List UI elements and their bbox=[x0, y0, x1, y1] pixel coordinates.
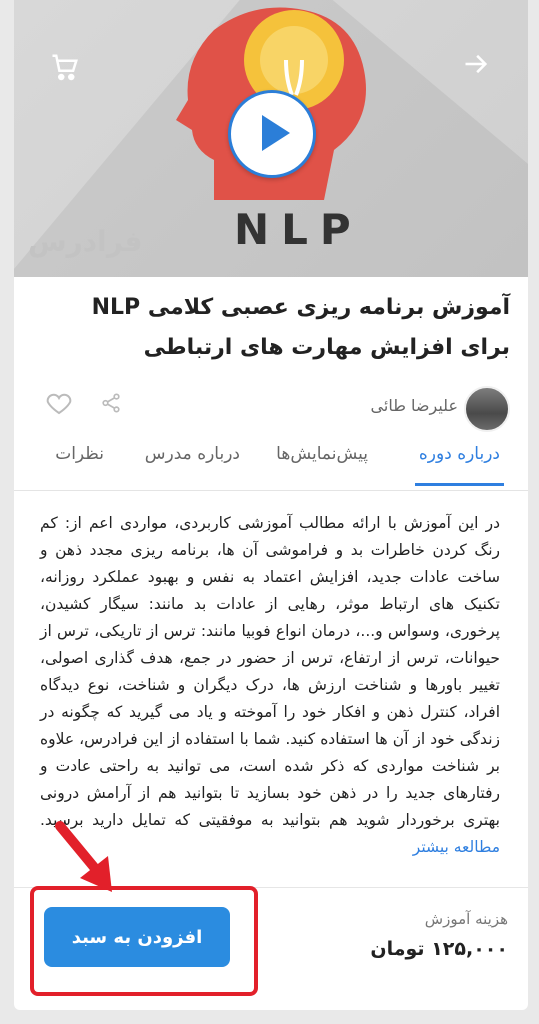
arrow-right-icon[interactable] bbox=[462, 50, 490, 86]
play-button[interactable] bbox=[228, 90, 316, 178]
course-title: آموزش برنامه ریزی عصبی کلامی NLP برای افزایش مهارت های ارتباطی bbox=[91, 295, 510, 360]
heart-icon[interactable] bbox=[44, 388, 74, 425]
add-to-cart-button[interactable]: افزودن به سبد bbox=[44, 907, 230, 967]
course-logo-text: NLP bbox=[234, 205, 363, 254]
tab-previews[interactable]: پیش‌نمایش‌ها bbox=[276, 444, 368, 464]
tab-about-course[interactable]: درباره دوره bbox=[418, 444, 500, 464]
price-label: هزینه آموزش bbox=[424, 910, 508, 928]
read-more-link[interactable]: مطالعه بیشتر bbox=[412, 838, 500, 856]
watermark: فرادرس bbox=[28, 225, 143, 258]
author-row bbox=[14, 386, 528, 428]
author-avatar[interactable] bbox=[464, 386, 510, 432]
tab-comments[interactable]: نظرات bbox=[55, 444, 104, 464]
description-text: در این آموزش با ارائه مطالب آموزشی کاربردی، مواردی اعم از: کم رنگ کردن خاطرات بد و فراموشی آن ها، برنامه ریزی مجدد ذهن و ساخت عادات جدید، افزایش اعتماد به نفس و بهبود عملکرد روزانه، تکنیک های ارتباط موثر، رهایی از عادات بد مانند: سیگار کشیدن، پرخوری، وسواس و...، درمان انواع فوبیا مانند: ترس از تاریکی، ترس از حیوانات، ترس از ارتفاع، ترس از حضور در جمع، هدف گذاری اصولی، تغییر باورها و شناخت ارزش ها، درک دیگران و شناخت، نوع دیدگاه افراد، کنترل ذهن و افکار خود را آموخته و یاد می گیرید که چگونه در زندگی خود از آن ها استفاده کنید. شما با استفاده از این فرادرس، علاوه بر شناخت مواردی که ذکر شده است، می توانید به راحتی عادت و رفتارهای جدید را در ذهن خود بسازید تا بتوانید هم از آرامش درونی بهتری برخوردار شوید هم بتوانید به موفقیتی که تمایل دارید برسید. bbox=[40, 514, 500, 829]
share-icon[interactable] bbox=[100, 392, 122, 420]
tab-bar bbox=[14, 434, 528, 491]
course-hero-image[interactable] bbox=[14, 0, 528, 277]
price-value: ۱۲۵,۰۰۰ تومان bbox=[370, 938, 508, 960]
author-name[interactable]: علیرضا طائی bbox=[370, 396, 458, 415]
course-description bbox=[40, 510, 500, 861]
red-arrow-annotation bbox=[54, 820, 124, 900]
highlight-box bbox=[30, 886, 258, 996]
tab-about-instructor[interactable]: درباره مدرس bbox=[144, 444, 240, 464]
cart-icon[interactable] bbox=[50, 52, 80, 90]
